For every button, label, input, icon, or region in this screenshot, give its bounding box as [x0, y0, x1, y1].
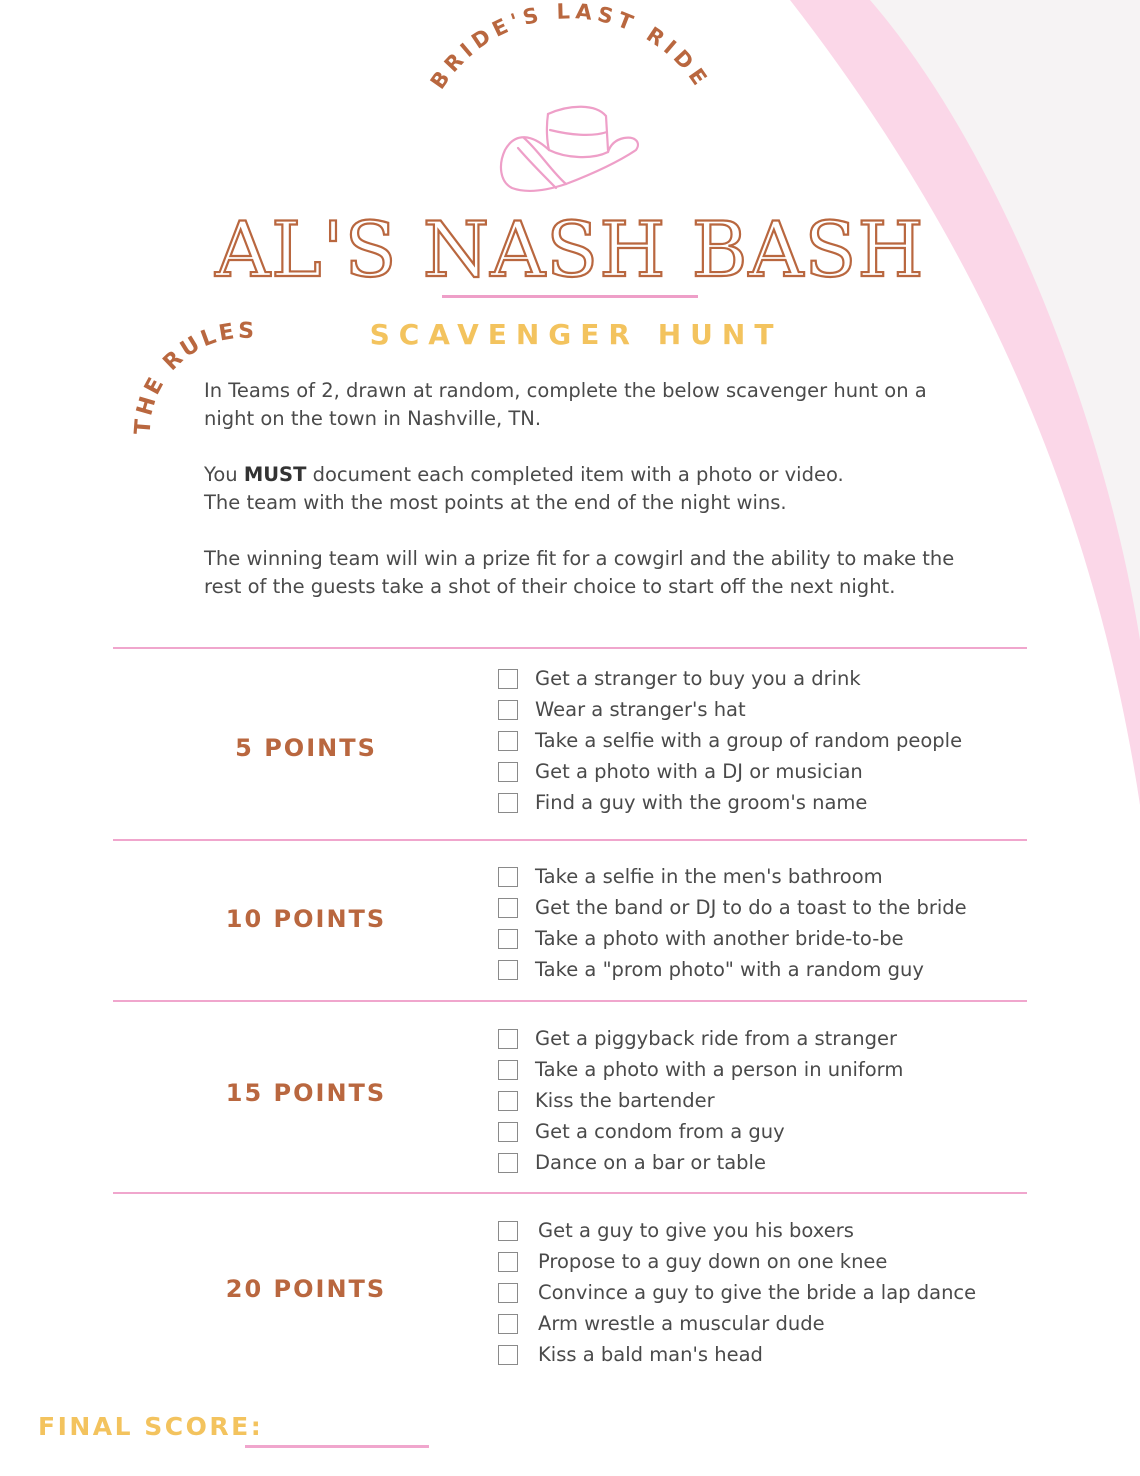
checkbox[interactable]	[498, 1060, 518, 1080]
checklist-5-points	[498, 663, 962, 818]
checklist-10-points	[498, 861, 967, 985]
checkbox[interactable]	[498, 1122, 518, 1142]
checkbox[interactable]	[498, 1029, 518, 1049]
final-score-label: FINAL SCORE:	[38, 1412, 264, 1441]
checkbox[interactable]	[498, 1221, 518, 1241]
checkbox[interactable]	[498, 762, 518, 782]
page-title: AL'S NASH BASH	[215, 205, 925, 294]
checklist-item: Get a condom from a guy	[498, 1116, 903, 1147]
checkbox[interactable]	[498, 700, 518, 720]
arc-text-brides-last-ride: BRIDE'S LAST RIDE	[425, 0, 715, 94]
checkbox[interactable]	[498, 867, 518, 887]
checklist-item: Get the band or DJ to do a toast to the bride	[498, 892, 967, 923]
checklist-item: Dance on a bar or table	[498, 1147, 903, 1178]
points-label-15: 15 POINTS	[225, 1079, 387, 1107]
checkbox[interactable]	[498, 793, 518, 813]
final-score-field[interactable]	[245, 1445, 429, 1448]
section-divider	[113, 839, 1027, 841]
rules-paragraph-3: The winning team will win a prize fit for a cowgirl and the ability to make the rest of the guests take a shot of their choice to start off the next night.	[204, 547, 955, 598]
checkbox[interactable]	[498, 1153, 518, 1173]
rules-paragraph-2: You MUST document each completed item with a photo or video. The team with the most points at the end of the night wins.	[204, 463, 844, 514]
checkbox[interactable]	[498, 1345, 518, 1365]
checklist-item: Get a piggyback ride from a stranger	[498, 1023, 903, 1054]
checklist-item: Take a selfie with a group of random people	[498, 725, 962, 756]
checkbox[interactable]	[498, 898, 518, 918]
checkbox[interactable]	[498, 1283, 518, 1303]
checklist-item: Take a "prom photo" with a random guy	[498, 954, 967, 985]
checklist-20-points	[498, 1215, 976, 1370]
section-divider	[113, 647, 1027, 649]
checkbox[interactable]	[498, 929, 518, 949]
must-emphasis: MUST	[243, 463, 307, 486]
checklist-item: Propose to a guy down on one knee	[498, 1246, 976, 1277]
checklist-15-points	[498, 1023, 903, 1178]
checkbox[interactable]	[498, 1091, 518, 1111]
checklist-item: Get a stranger to buy you a drink	[498, 663, 962, 694]
section-divider	[113, 1192, 1027, 1194]
checklist-item: Get a guy to give you his boxers	[498, 1215, 976, 1246]
checkbox[interactable]	[498, 669, 518, 689]
page-subtitle: SCAVENGER HUNT	[369, 318, 783, 351]
checklist-item: Kiss a bald man's head	[498, 1339, 976, 1370]
checklist-item: Take a photo with a person in uniform	[498, 1054, 903, 1085]
points-label-5: 5 POINTS	[235, 734, 377, 762]
checkbox[interactable]	[498, 960, 518, 980]
checklist-item: Take a photo with another bride-to-be	[498, 923, 967, 954]
points-label-20: 20 POINTS	[225, 1275, 387, 1303]
checkbox[interactable]	[498, 731, 518, 751]
section-divider	[113, 1000, 1027, 1002]
checkbox[interactable]	[498, 1252, 518, 1272]
checklist-item: Find a guy with the groom's name	[498, 787, 962, 818]
checklist-item: Convince a guy to give the bride a lap dance	[498, 1277, 976, 1308]
checklist-item: Kiss the bartender	[498, 1085, 903, 1116]
checklist-item: Arm wrestle a muscular dude	[498, 1308, 976, 1339]
title-underline-divider	[442, 295, 698, 298]
points-label-10: 10 POINTS	[225, 905, 387, 933]
checklist-item: Get a photo with a DJ or musician	[498, 756, 962, 787]
rules-text	[204, 377, 964, 601]
checklist-item: Take a selfie in the men's bathroom	[498, 861, 967, 892]
checkbox[interactable]	[498, 1314, 518, 1334]
checklist-item: Wear a stranger's hat	[498, 694, 962, 725]
arc-text-the-rules: THE RULES	[130, 318, 258, 436]
rules-paragraph-1: In Teams of 2, drawn at random, complete the below scavenger hunt on a night on the town in Nashville, TN.	[204, 379, 927, 430]
